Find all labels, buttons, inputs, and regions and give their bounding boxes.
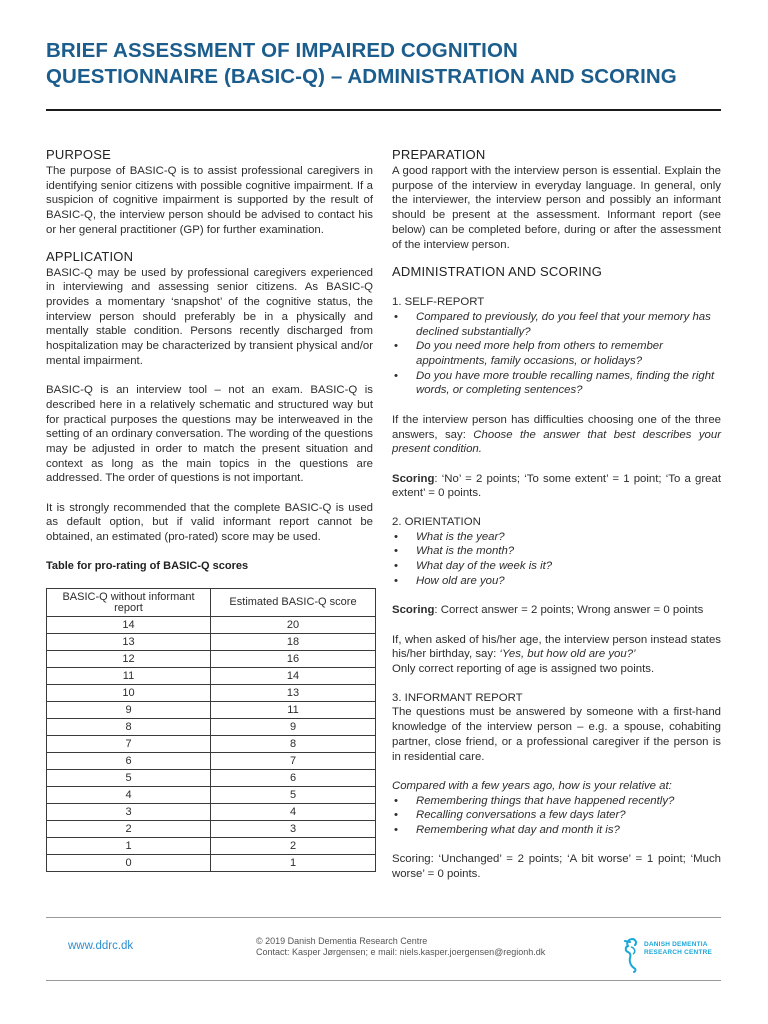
cell-estimated-score: 9 bbox=[211, 719, 376, 736]
right-column bbox=[392, 146, 721, 882]
list-item: • Do you need more help from others to remember appointments, family occasions, or holidays? bbox=[392, 339, 721, 368]
difficulty-paragraph bbox=[392, 413, 721, 457]
list-item: • Do you have more trouble recalling names, finding the right words, or completing sentences? bbox=[392, 369, 721, 398]
cell-without-informant: 8 bbox=[47, 719, 211, 736]
list-item: • Remembering things that have happened recently? bbox=[392, 794, 721, 809]
scoring-label: Scoring bbox=[392, 604, 435, 617]
difficulty-italic: Choose the answer that best describes your present condition. bbox=[392, 428, 721, 456]
scoring-label: Scoring bbox=[392, 472, 435, 485]
cell-estimated-score: 13 bbox=[211, 685, 376, 702]
title-divider bbox=[46, 109, 721, 111]
list-item: • Remembering what day and month it is? bbox=[392, 823, 721, 838]
table-row bbox=[47, 685, 376, 702]
table-row bbox=[47, 787, 376, 804]
table-header-estimated-score: Estimated BASIC-Q score bbox=[211, 589, 376, 617]
cell-without-informant: 9 bbox=[47, 702, 211, 719]
informant-text: The questions must be answered by someone with a first-hand knowledge of the interview person – e.g. a spouse, cohabiting partner, close friend, or a professional caregiver if the person is in residential care. bbox=[392, 706, 721, 763]
cell-without-informant: 2 bbox=[47, 821, 211, 838]
orientation-heading: 2. ORIENTATION bbox=[392, 516, 481, 529]
table-row bbox=[47, 617, 376, 634]
table-row bbox=[47, 668, 376, 685]
ddrc-logo bbox=[622, 937, 712, 973]
footer-website-link[interactable]: www.ddrc.dk bbox=[68, 940, 134, 952]
table-row bbox=[47, 821, 376, 838]
cell-without-informant: 4 bbox=[47, 787, 211, 804]
self-report-list bbox=[392, 310, 721, 398]
cell-estimated-score: 3 bbox=[211, 821, 376, 838]
cell-without-informant: 7 bbox=[47, 736, 211, 753]
page-title bbox=[46, 38, 736, 90]
cell-without-informant: 0 bbox=[47, 855, 211, 872]
cell-estimated-score: 8 bbox=[211, 736, 376, 753]
cell-without-informant: 14 bbox=[47, 617, 211, 634]
left-column bbox=[46, 146, 373, 574]
table-row bbox=[47, 804, 376, 821]
cell-estimated-score: 4 bbox=[211, 804, 376, 821]
table-row bbox=[47, 736, 376, 753]
self-report-heading: 1. SELF-REPORT bbox=[392, 296, 485, 309]
cell-estimated-score: 2 bbox=[211, 838, 376, 855]
administration-heading: ADMINISTRATION AND SCORING bbox=[392, 264, 603, 280]
table-row bbox=[47, 770, 376, 787]
table-row bbox=[47, 719, 376, 736]
table-row bbox=[47, 702, 376, 719]
list-item: • How old are you? bbox=[392, 574, 721, 589]
logo-text bbox=[644, 941, 712, 956]
table-row bbox=[47, 753, 376, 770]
purpose-text: The purpose of BASIC-Q is to assist professional caregivers in identifying senior citizens with possible cognitive impairment. If a suspicion of cognitive impairment is supported by the result of BASIC-Q, the interview person should be advised to contact his or her general practitioner (GP) for further examination. bbox=[46, 165, 373, 236]
self-report-scoring bbox=[392, 472, 721, 501]
application-text-3: It is strongly recommended that the complete BASIC-Q is used as default option, but if valid informant report cannot be obtained, an estimated (pro-rated) score may be used. bbox=[46, 501, 373, 544]
table-row bbox=[47, 651, 376, 668]
self-report-scoring-text: : ‘No’ = 2 points; ‘To some extent’ = 1 point; ‘To a great extent’ = 0 points. bbox=[392, 472, 721, 500]
footer-divider-top bbox=[46, 917, 721, 918]
list-item: • What is the year? bbox=[392, 530, 721, 545]
age-paragraph bbox=[392, 633, 721, 662]
cell-estimated-score: 16 bbox=[211, 651, 376, 668]
pro-rating-table bbox=[46, 588, 376, 872]
cell-without-informant: 12 bbox=[47, 651, 211, 668]
cell-estimated-score: 18 bbox=[211, 634, 376, 651]
table-header-row bbox=[47, 589, 376, 617]
cell-without-informant: 6 bbox=[47, 753, 211, 770]
cell-estimated-score: 20 bbox=[211, 617, 376, 634]
footer-contact: Contact: Kasper Jørgensen; e mail: niels.kasper.joergensen@regionh.dk bbox=[256, 947, 546, 957]
cell-estimated-score: 11 bbox=[211, 702, 376, 719]
cell-without-informant: 3 bbox=[47, 804, 211, 821]
age-text: If, when asked of his/her age, the interview person instead states his/her birthday, say: bbox=[392, 633, 721, 661]
cell-estimated-score: 14 bbox=[211, 668, 376, 685]
informant-scoring: Scoring: ‘Unchanged’ = 2 points; ‘A bit worse’ = 1 point; ‘Much worse’ = 0 points. bbox=[392, 853, 721, 881]
footer-copyright: © 2019 Danish Dementia Research Centre bbox=[256, 936, 428, 946]
title-line-2: QUESTIONNAIRE (BASIC-Q) – ADMINISTRATION AND SCORING bbox=[46, 65, 677, 88]
cell-without-informant: 1 bbox=[47, 838, 211, 855]
seahorse-icon bbox=[622, 937, 642, 973]
orientation-scoring bbox=[392, 603, 721, 618]
list-item: • Recalling conversations a few days later? bbox=[392, 808, 721, 823]
footer-contact-block bbox=[256, 936, 545, 958]
application-text-2: BASIC-Q is an interview tool – not an exam. BASIC-Q is described here in a relatively schematic and structured way but for practical purposes the questions may be interweaved in the setting of an ordinary conversation. The wording of the questions may be adjusted in order to match the present situation and context as long as the main topics in the questions are addressed. The order of questions is not important. bbox=[46, 384, 373, 485]
table-row bbox=[47, 634, 376, 651]
application-heading: APPLICATION bbox=[46, 248, 134, 264]
list-item: • What is the month? bbox=[392, 544, 721, 559]
preparation-text: A good rapport with the interview person is essential. Explain the purpose of the interview in everyday language. In general, only the interviewer, the interview person and possibly an informant should be present at the assessment. Informant report (see below) can be completed before, during or after the assessment of the interview person. bbox=[392, 165, 721, 251]
table-header-without-informant: BASIC-Q without informant report bbox=[47, 589, 211, 617]
informant-list bbox=[392, 794, 721, 838]
application-text-1: BASIC-Q may be used by professional caregivers experienced in interviewing and assessing senior citizens. As BASIC-Q provides a momentary ‘snapshot’ of the cognitive status, the interview person should preferably be in a physically and mentally stable condition. Persons recently discharged from hospitalization may be characterized by transient physical and/or mental impairment. bbox=[46, 266, 373, 367]
cell-without-informant: 13 bbox=[47, 634, 211, 651]
title-line-1: BRIEF ASSESSMENT OF IMPAIRED COGNITION bbox=[46, 39, 518, 62]
informant-lead-text: Compared with a few years ago, how is your relative at: bbox=[392, 779, 672, 792]
footer-divider-bottom bbox=[46, 980, 721, 981]
logo-line-1: DANISH DEMENTIA bbox=[644, 941, 708, 948]
preparation-heading: PREPARATION bbox=[392, 147, 486, 162]
orientation-scoring-text: : Correct answer = 2 points; Wrong answer = 0 points bbox=[434, 604, 704, 617]
table-row bbox=[47, 838, 376, 855]
table-caption: Table for pro-rating of BASIC-Q scores bbox=[46, 559, 249, 572]
orientation-list bbox=[392, 530, 721, 589]
informant-lead bbox=[392, 779, 721, 794]
table-body bbox=[47, 617, 376, 872]
list-item: • Compared to previously, do you feel that your memory has declined substantially? bbox=[392, 310, 721, 339]
logo-line-2: RESEARCH CENTRE bbox=[644, 948, 713, 956]
age-italic: ‘Yes, but how old are you?’ bbox=[499, 648, 636, 661]
cell-without-informant: 5 bbox=[47, 770, 211, 787]
cell-estimated-score: 1 bbox=[211, 855, 376, 872]
cell-estimated-score: 7 bbox=[211, 753, 376, 770]
age-text-2: Only correct reporting of age is assigned two points. bbox=[392, 663, 655, 676]
cell-without-informant: 10 bbox=[47, 685, 211, 702]
informant-heading: 3. INFORMANT REPORT bbox=[392, 691, 523, 704]
list-item: • What day of the week is it? bbox=[392, 559, 721, 574]
difficulty-text: If the interview person has difficulties choosing one of the three answers, say: bbox=[392, 413, 721, 441]
cell-without-informant: 11 bbox=[47, 668, 211, 685]
cell-estimated-score: 6 bbox=[211, 770, 376, 787]
purpose-heading: PURPOSE bbox=[46, 147, 111, 162]
cell-estimated-score: 5 bbox=[211, 787, 376, 804]
table-row bbox=[47, 855, 376, 872]
